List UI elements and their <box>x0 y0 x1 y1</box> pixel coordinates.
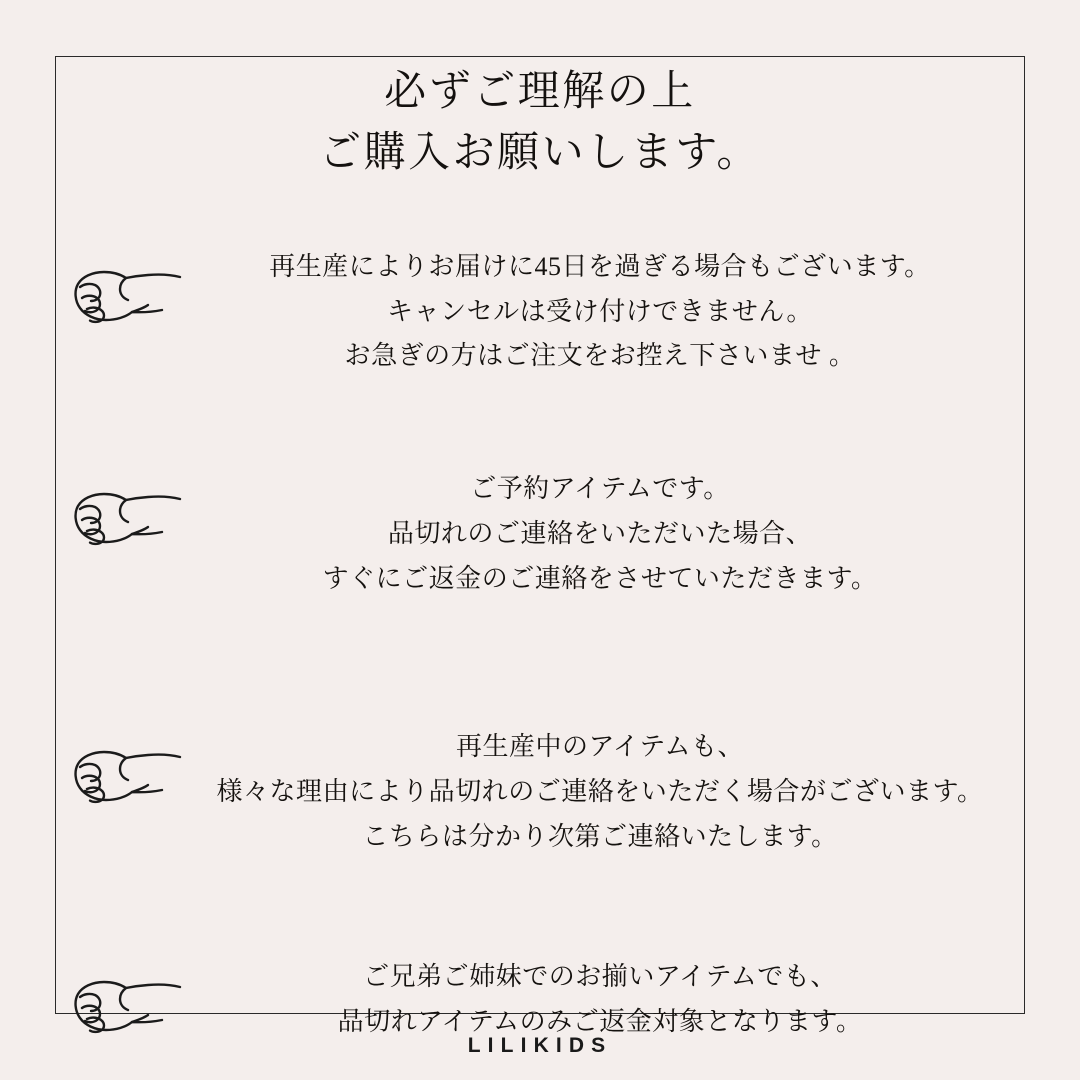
pointing-hand-icon <box>60 251 190 337</box>
note-line: キャンセルは受け付けできません。 <box>387 296 813 326</box>
note-line: 様々な理由により品切れのご連絡をいただく場合がございます。 <box>216 777 984 807</box>
note-text <box>190 245 1040 379</box>
page-title-line-2: ご購入お願いします。 <box>319 129 761 176</box>
brand-logo: LILIKIDS <box>467 1034 613 1057</box>
note-line: ご予約アイテムです。 <box>470 474 730 504</box>
note-line: こちらは分かり次第ご連絡いたします。 <box>362 821 838 851</box>
note-item <box>0 245 1080 379</box>
note-item <box>0 467 1080 601</box>
pointing-hand-icon <box>60 731 190 817</box>
note-line: 品切れアイテムのみご返金対象となります。 <box>337 1007 863 1037</box>
note-line: ご兄弟ご姉妹でのお揃いアイテムでも、 <box>363 962 837 992</box>
note-text <box>190 467 1040 601</box>
note-item <box>0 725 1080 859</box>
note-text <box>190 725 1040 859</box>
page-title-line-1: 必ずご理解の上 <box>384 69 696 115</box>
note-line: 品切れのご連絡をいただいた場合、 <box>387 518 813 548</box>
note-line: すぐにご返金のご連絡をさせていただきます。 <box>322 563 878 593</box>
note-line: 再生産中のアイテムも、 <box>455 732 745 762</box>
note-line: お急ぎの方はご注文をお控え下さいませ 。 <box>344 341 856 371</box>
note-text <box>190 955 1040 1044</box>
notes-list <box>0 245 1080 1047</box>
pointing-hand-icon <box>60 473 190 559</box>
page-title <box>0 62 1080 184</box>
note-line: 再生産によりお届けに45日を過ぎる場合もございます。 <box>269 252 931 281</box>
